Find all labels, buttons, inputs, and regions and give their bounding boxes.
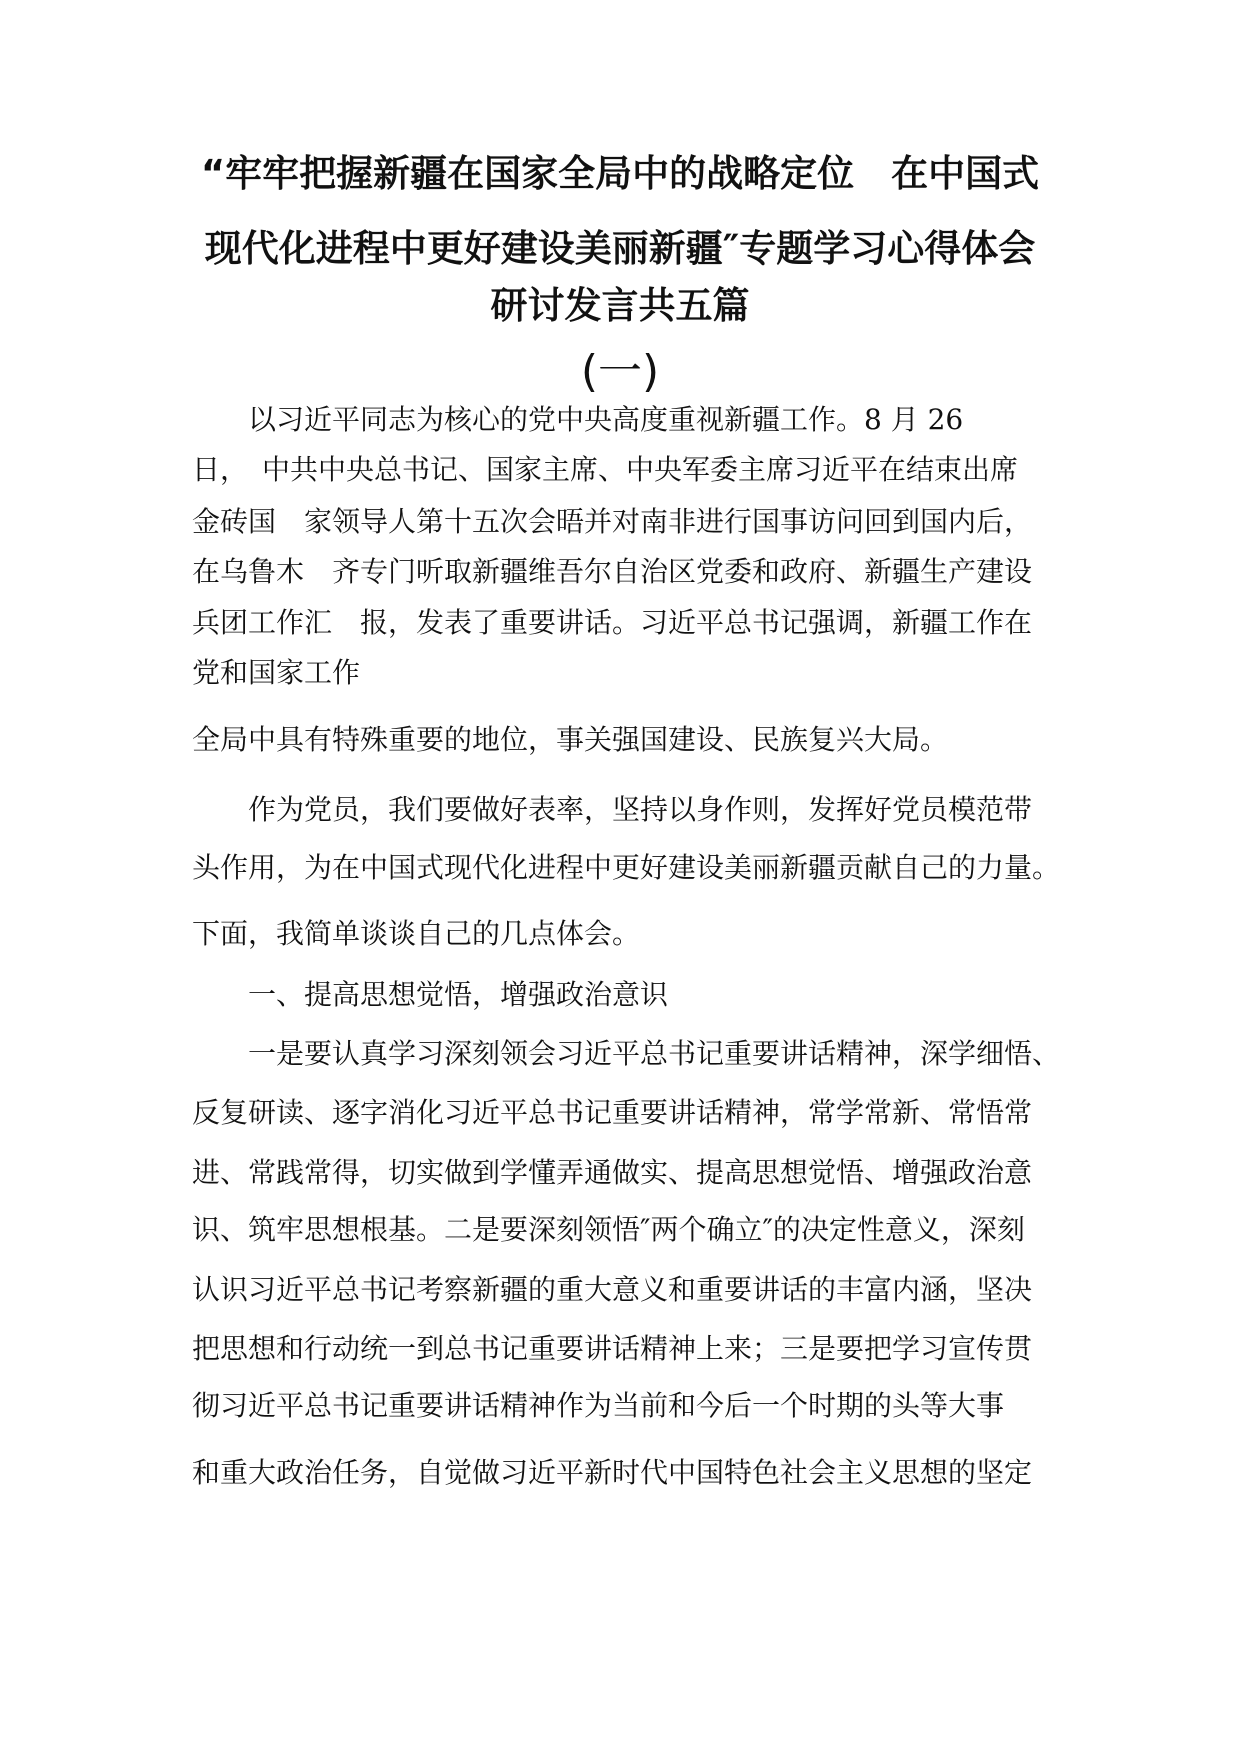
body-line: 兵团工作汇 报，发表了重要讲话。习近平总书记强调，新疆工作在 [192,606,1033,639]
body-line: 和重大政治任务，自觉做习近平新时代中国特色社会主义思想的坚定 [192,1456,1033,1489]
body-line: 反复研读、逐字消化习近平总书记重要讲话精神，常学常新、常悟常 [192,1096,1033,1129]
body-line: 金砖国 家领导人第十五次会晤并对南非进行国事访问回到国内后， [192,505,1033,538]
body-line: 日， 中共中央总书记、国家主席、中央军委主席习近平在结束出席 [192,453,1019,486]
body-line: 头作用，为在中国式现代化进程中更好建设美丽新疆贡献自己的力量。 [192,851,1061,884]
body-line: 下面，我简单谈谈自己的几点体会。 [192,917,641,950]
body-line: 一是要认真学习深刻领会习近平总书记重要讲话精神，深学细悟、 [248,1037,1061,1070]
body-line: 进、常践常得，切实做到学懂弄通做实、提高思想觉悟、增强政治意 [192,1156,1033,1189]
title-line-1: “牢牢把握新疆在国家全局中的战略定位 在中国式 [200,152,1040,195]
body-line: 党和国家工作 [192,656,361,689]
body-line: 以习近平同志为核心的党中央高度重视新疆工作。8 月 26 [248,403,964,436]
body-line: 识、筑牢思想根基。二是要深刻领悟″两个确立″的决定性意义，深刻 [192,1213,1025,1246]
section-heading: 一、提高思想觉悟，增强政治意识 [248,978,669,1011]
body-line: 认识习近平总书记考察新疆的重大意义和重要讲话的丰富内涵，坚决 [192,1273,1033,1306]
body-line: 全局中具有特殊重要的地位，事关强国建设、民族复兴大局。 [192,723,949,756]
title-line-2: 现代化进程中更好建设美丽新疆″专题学习心得体会 [204,227,1036,270]
section-marker: (一) [580,346,660,397]
title-line-3: 研讨发言共五篇 [490,284,750,327]
body-line: 把思想和行动统一到总书记重要讲话精神上来；三是要把学习宣传贯 [192,1332,1033,1365]
body-line: 在乌鲁木 齐专门听取新疆维吾尔自治区党委和政府、新疆生产建设 [192,555,1033,588]
body-line: 作为党员，我们要做好表率，坚持以身作则，发挥好党员模范带 [248,793,1033,826]
body-line: 彻习近平总书记重要讲话精神作为当前和今后一个时期的头等大事 [192,1389,1005,1422]
